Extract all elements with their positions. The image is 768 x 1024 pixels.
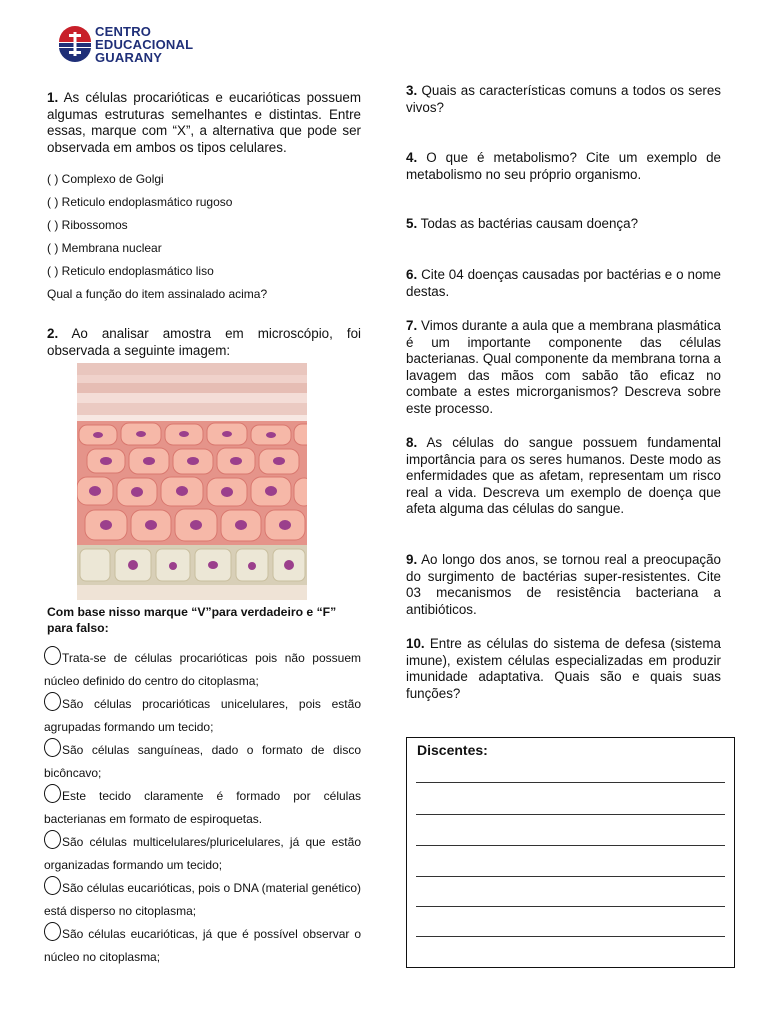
question-1-followup: Qual a função do item assinalado acima? (47, 287, 268, 301)
discentes-line-6[interactable] (416, 936, 725, 937)
option-3[interactable]: ( ) Ribossomos (47, 218, 128, 232)
answer-circle-7[interactable] (44, 922, 61, 941)
tf-item-1 (44, 647, 361, 693)
discentes-label: Discentes: (417, 742, 488, 758)
question-1-number: 1. (47, 90, 59, 105)
question-5 (406, 216, 721, 233)
tf-item-2 (44, 693, 361, 739)
discentes-box (406, 737, 735, 968)
question-10-number: 10. (406, 636, 425, 651)
tf-item-1-text: Trata-se de células procarióticas pois não possuem núcleo definido do centro do citoplasma; (44, 651, 361, 688)
logo-emblem-icon (57, 24, 93, 64)
question-7-text: Vimos durante a aula que a membrana plasmática é um importante componente das células bacterianas. Qual componente da membrana torna a lavagem das mãos com sabão tão eficaz no combate a estes microrganismos? Descreva sobre este processo. (406, 318, 721, 416)
question-6-text: Cite 04 doenças causadas por bactérias e o nome destas. (406, 267, 721, 299)
true-false-list (44, 647, 361, 969)
question-8-number: 8. (406, 435, 418, 450)
answer-circle-6[interactable] (44, 876, 61, 895)
question-10-text: Entre as células do sistema de defesa (sistema imune), existem células especializadas em produzir imunidade adaptativa. Quais são e quais suas funções? (406, 636, 721, 701)
question-7-number: 7. (406, 318, 418, 333)
question-4 (406, 150, 721, 183)
option-5[interactable]: ( ) Reticulo endoplasmático liso (47, 264, 214, 278)
tf-item-5 (44, 831, 361, 877)
discentes-line-1[interactable] (416, 782, 725, 783)
question-7 (406, 318, 721, 417)
tf-item-7 (44, 923, 361, 969)
tf-item-5-text: São células multicelulares/pluricelulares, já que estão organizadas formando um tecido; (44, 835, 361, 872)
discentes-line-5[interactable] (416, 906, 725, 907)
question-9-number: 9. (406, 552, 418, 567)
logo-line-1: CENTRO (95, 24, 152, 39)
question-2-text: Ao analisar amostra em microscópio, foi observada a seguinte imagem: (47, 326, 361, 358)
discentes-line-2[interactable] (416, 814, 725, 815)
tf-item-2-text: São células procarióticas unicelulares, pois estão agrupadas formando um tecido; (44, 697, 361, 734)
question-5-text: Todas as bactérias causam doença? (420, 216, 639, 231)
discentes-line-3[interactable] (416, 845, 725, 846)
answer-circle-3[interactable] (44, 738, 61, 757)
answer-circle-4[interactable] (44, 784, 61, 803)
question-4-text: O que é metabolismo? Cite um exemplo de metabolismo no seu próprio organismo. (406, 150, 721, 182)
option-1[interactable]: ( ) Complexo de Golgi (47, 172, 164, 186)
question-1 (47, 90, 361, 156)
question-8 (406, 435, 721, 518)
question-9 (406, 552, 721, 618)
question-10 (406, 636, 721, 702)
answer-circle-5[interactable] (44, 830, 61, 849)
tf-item-4 (44, 785, 361, 831)
question-3-text: Quais as características comuns a todos os seres vivos? (406, 83, 721, 115)
option-2[interactable]: ( ) Reticulo endoplasmático rugoso (47, 195, 233, 209)
question-6 (406, 267, 721, 300)
question-3 (406, 83, 721, 116)
question-1-options (47, 172, 361, 310)
tf-item-4-text: Este tecido claramente é formado por células bacterianas em formato de espiroquetas. (44, 789, 361, 826)
question-6-number: 6. (406, 267, 418, 282)
tf-item-3 (44, 739, 361, 785)
question-2-number: 2. (47, 326, 59, 341)
answer-circle-2[interactable] (44, 692, 61, 711)
answer-circle-1[interactable] (44, 646, 61, 665)
discentes-line-4[interactable] (416, 876, 725, 877)
tf-item-6-text: São células eucarióticas, pois o DNA (material genético) está disperso no citoplasma; (44, 881, 361, 918)
tf-item-3-text: São células sanguíneas, dado o formato de disco bicôncavo; (44, 743, 361, 780)
question-8-text: As células do sangue possuem fundamental importância para os seres humanos. Deste modo as enfermidades que as afetam, representam um risco real a vida. Descreva um exemplo de doença que afeta alguma das células do sangue. (406, 435, 721, 516)
logo-line-3: GUARANY (95, 50, 163, 65)
logo-line-2: EDUCACIONAL (95, 37, 194, 52)
tf-item-6 (44, 877, 361, 923)
tf-item-7-text: São células eucarióticas, já que é possível observar o núcleo no citoplasma; (44, 927, 361, 964)
question-5-number: 5. (406, 216, 418, 231)
question-4-number: 4. (406, 150, 418, 165)
option-4[interactable]: ( ) Membrana nuclear (47, 241, 162, 255)
question-2 (47, 326, 361, 359)
question-3-number: 3. (406, 83, 418, 98)
tissue-image (77, 363, 307, 600)
question-2-instruction: Com base nisso marque “V”para verdadeiro e “F” para falso: (47, 605, 337, 635)
question-1-text: As células procarióticas e eucarióticas possuem algumas estruturas semelhantes e distintas. Entre essas, marque com “X”, a alternativa que pode ser observada em ambos os tipos celulares. (47, 90, 361, 155)
school-logo (57, 24, 197, 66)
question-9-text: Ao longo dos anos, se tornou real a preocupação do surgimento de bactérias super-resistentes. Cite 03 mecanismos de resistência bacteriana a antibióticos. (406, 552, 721, 617)
